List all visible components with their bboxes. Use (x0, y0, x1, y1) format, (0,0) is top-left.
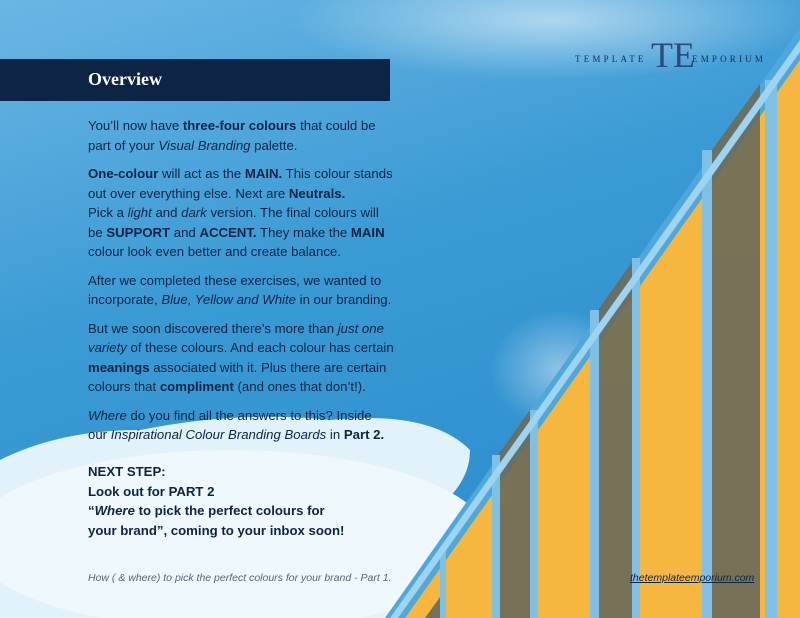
text-line (88, 203, 408, 223)
title-banner (0, 59, 390, 101)
website-link[interactable]: thetemplateemporium.com (630, 572, 755, 584)
text-run: in our branding. (295, 292, 392, 307)
text-line (88, 136, 408, 156)
text-run: dark (181, 205, 207, 220)
text-line (88, 290, 408, 310)
text-run: One-colour (88, 166, 159, 181)
text-run: your brand”, coming to your inbox soon! (88, 522, 345, 538)
logo-word-left: TEMPLATE (575, 54, 647, 64)
text-line (88, 184, 408, 204)
text-run: just one (337, 320, 384, 336)
text-run: out over everything else. Next are (88, 185, 289, 201)
text-run: light (127, 205, 152, 220)
paragraph (88, 116, 408, 155)
text-run: SUPPORT (106, 224, 171, 240)
text-line (88, 462, 344, 482)
text-line (88, 242, 408, 262)
text-run: ACCENT. (199, 224, 257, 240)
text-run: palette. (250, 137, 298, 153)
text-line (88, 406, 408, 426)
text-line (88, 501, 344, 521)
text-run: (and ones that don’t!). (233, 379, 366, 394)
paragraph (88, 319, 408, 397)
logo-monogram: TE (651, 35, 695, 75)
text-run: After we completed these exercises, we wanted to (88, 272, 382, 288)
paragraph (88, 164, 408, 262)
text-line (88, 521, 344, 541)
text-line (88, 223, 408, 243)
text-run: incorporate, (88, 292, 162, 307)
text-run: Where (94, 503, 135, 518)
text-line (88, 425, 408, 445)
text-run: They make the (256, 224, 351, 240)
text-run: Neutrals. (288, 185, 346, 201)
text-line (88, 482, 344, 502)
text-run: will act as the (158, 166, 245, 181)
text-line (88, 116, 408, 136)
text-run: compliment (159, 379, 234, 394)
body-text (88, 116, 408, 454)
text-run: NEXT STEP: (88, 464, 166, 479)
text-run: colours that (88, 379, 160, 394)
text-run: Where (88, 407, 127, 423)
footer-caption: How ( & where) to pick the perfect colours for your brand - Part 1. (88, 572, 392, 584)
text-run: But we soon discovered there’s more than (88, 320, 338, 336)
text-run: Look out for PART 2 (88, 483, 215, 499)
brand-logo (575, 36, 770, 78)
text-run: variety (88, 340, 127, 355)
text-line (88, 338, 408, 358)
text-run: meanings (88, 359, 150, 375)
text-run: MAIN (350, 224, 385, 240)
text-line (88, 271, 408, 291)
text-run: associated with it. Plus there are certain (149, 359, 387, 375)
text-run: part of your (88, 137, 159, 153)
paragraph (88, 406, 408, 445)
text-run: in (326, 427, 344, 442)
text-run: be (88, 224, 107, 240)
text-line (88, 319, 408, 339)
text-run: “ (88, 503, 95, 518)
text-run: colour look even better and create balance. (88, 244, 341, 259)
text-line (88, 164, 408, 184)
text-line (88, 358, 408, 378)
text-run: that could be (296, 118, 376, 133)
text-run: to pick the perfect colours for (134, 503, 325, 518)
text-run: Inspirational Colour Branding Boards (110, 427, 327, 442)
paragraph (88, 271, 408, 310)
page-title: Overview (88, 69, 162, 89)
text-run: and (151, 205, 182, 220)
logo-word-right: EMPORIUM (692, 54, 767, 64)
text-run: Visual Branding (158, 137, 251, 153)
text-run: Blue, Yellow and White (161, 292, 296, 307)
text-run: Pick a (88, 205, 128, 220)
text-run: three-four colours (182, 118, 297, 133)
text-run: Part 2. (343, 427, 385, 442)
text-run: our (88, 427, 111, 442)
text-run: MAIN. (244, 166, 283, 181)
text-run: of these colours. And each colour has certain (126, 340, 394, 355)
text-run: version. The final colours will (206, 205, 379, 220)
text-run: do you find all the answers to this? Inside (126, 407, 372, 423)
text-run: and (170, 224, 200, 240)
text-line (88, 377, 408, 397)
text-run: You’ll now have (88, 118, 183, 133)
text-run: This colour stands (282, 166, 393, 181)
next-step-callout (88, 462, 344, 540)
